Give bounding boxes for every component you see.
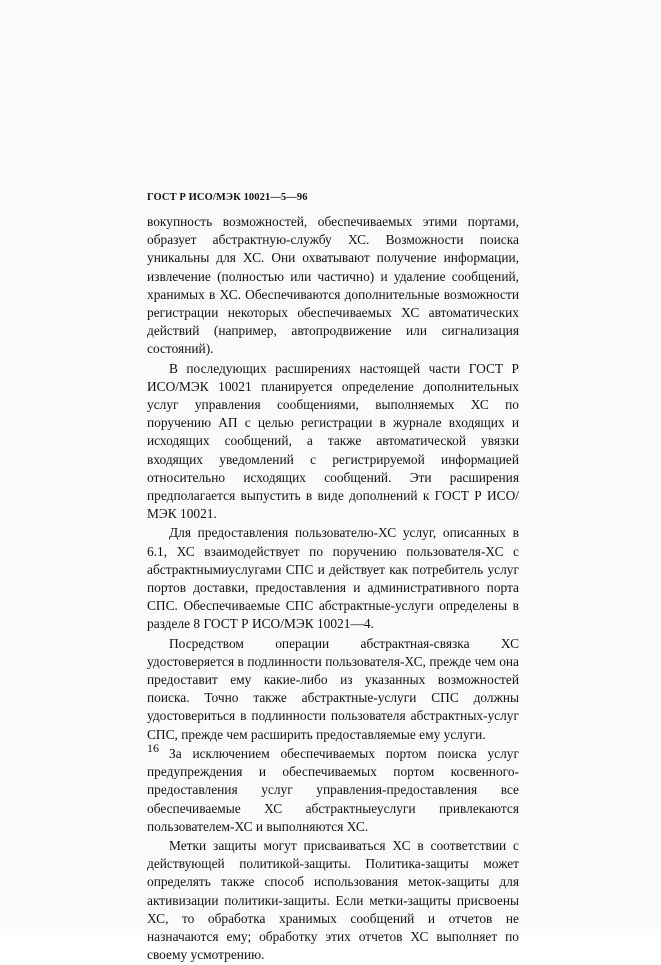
paragraph: Для предоставления пользователю-ХС услуг, описанных в 6.1, ХС взаимодействует по поручению пользователя-ХС с абстрактнымиуслугами СПС и действует как потребитель услуг портов доставки, предоставления и административного порта СПС. Обеспечиваемые СПС абстрактные-услуги определены в разделе 8 ГОСТ Р ИСО/МЭК 10021—4. xyxy=(147,525,519,632)
paragraph-continuation: вокупность возможностей, обеспечиваемых этими портами, образует абстрактную-службу ХС. Возможности поиска уникальны для ХС. Они охватывают получение информации, извлечение (полностью или частично) и удаление сообщений, хранимых в ХС. Обеспечиваются дополнительные возможности регистрации некоторых обеспечиваемых ХС автоматических действий (например, автопродвижение или сигнализация состояний). xyxy=(147,214,519,357)
page-header: ГОСТ Р ИСО/МЭК 10021—5—96 xyxy=(147,192,308,203)
paragraph: За исключением обеспечиваемых портом поиска услуг предупреждения и обеспечиваемых портом косвенного-предоставления услуг управления-предоставления все обеспечиваемые ХС абстрактныеуслуги привлекаются пользователем-ХС и выполняются ХС. xyxy=(147,745,519,834)
paragraph: В последующих расширениях настоящей части ГОСТ Р ИСО/МЭК 10021 планируется определение дополнительных услуг управления сообщениями, выполняемых ХС по поручению АП с целью регистрации в журнале входящих и исходящих сообщений, а также автоматической увязки входящих уведомлений с регистрируемой информацией относительно исходящих сообщений. Эти расширения предполагается выпустить в виде дополнений к ГОСТ Р ИСО/МЭК 10021. xyxy=(147,360,519,522)
paragraph: Метки защиты могут присваиваться ХС в соответствии с действующей политикой-защиты. Политика-защиты может определять также способ использования меток-защиты для активизации политики-защиты. Если метки-защиты присвоены ХС, то обработка хранимых сообщений и отчетов не назначаются ему; обработку этих отчетов ХС выполняет по своему усмотрению. xyxy=(147,837,519,963)
body-text xyxy=(147,213,519,965)
page-number: 16 xyxy=(147,741,159,755)
paragraph: Посредством операции абстрактная-связка ХС удостоверяется в подлинности пользователя-ХС, прежде чем она предоставит ему какие-либо из указанных возможностей поиска. Точно также абстрактные-услуги СПС должны удостовериться в подлинности пользователя абстрактных-услуг СПС, прежде чем расширить предоставляемые ему услуги. xyxy=(147,635,519,742)
